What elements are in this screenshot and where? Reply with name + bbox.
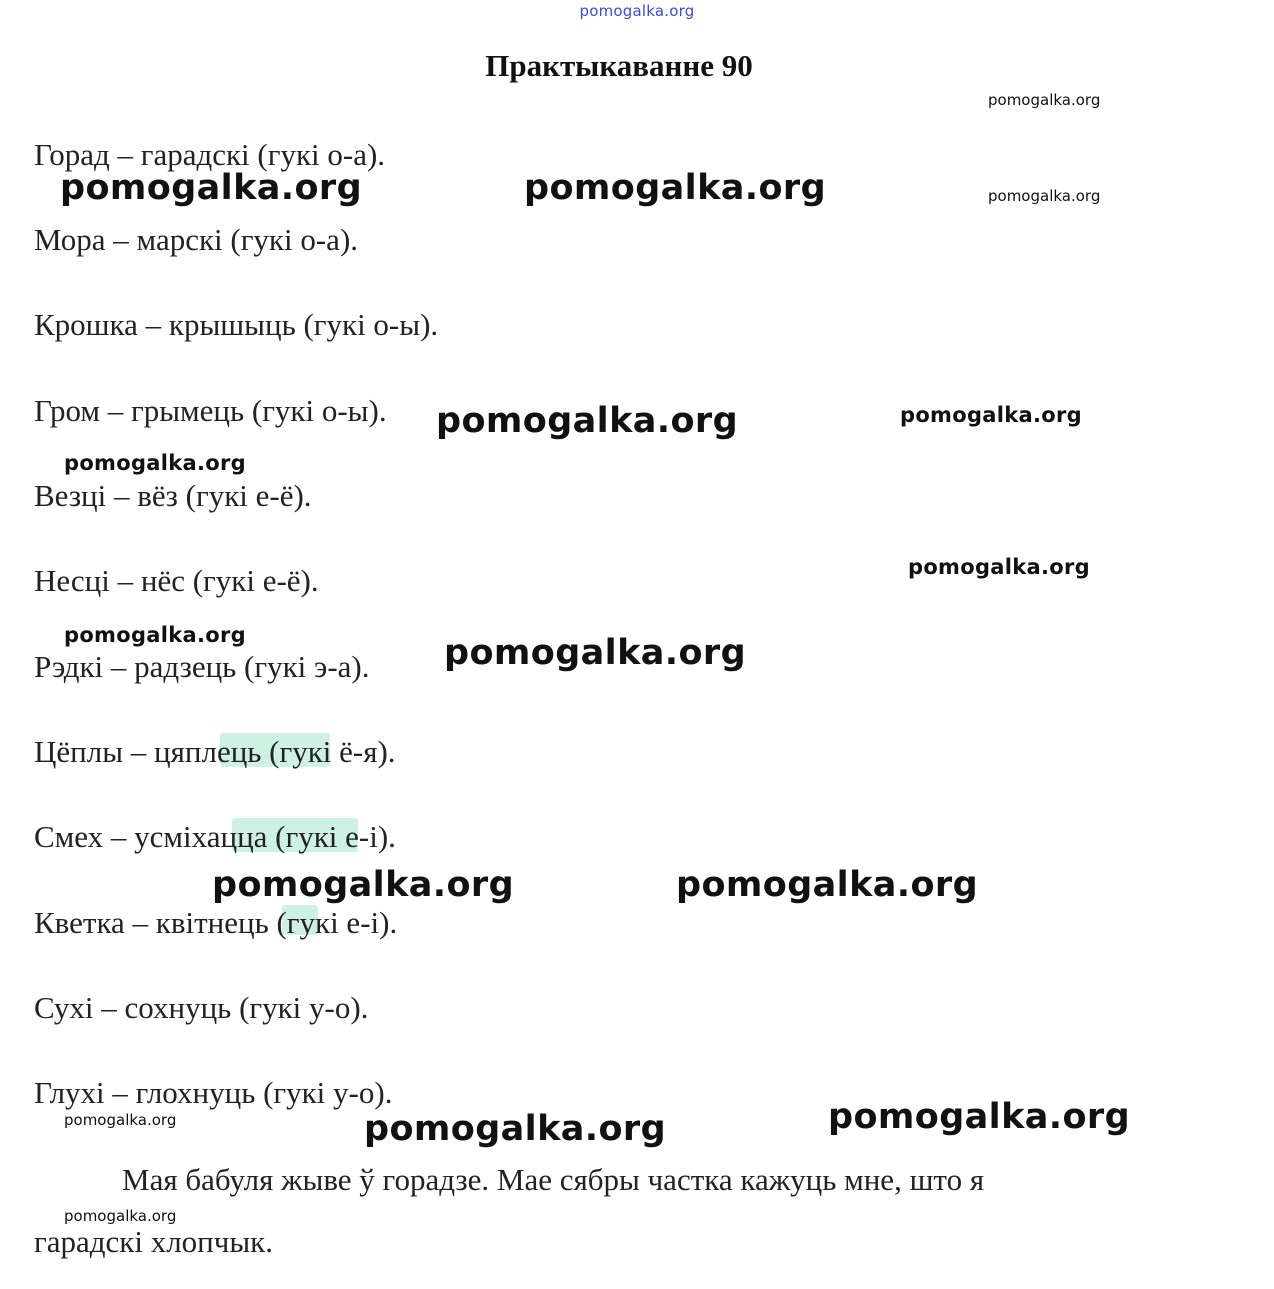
watermark: pomogalka.org: [676, 865, 979, 905]
watermark: pomogalka.org: [444, 633, 747, 673]
watermark: pomogalka.org: [988, 187, 1101, 205]
watermark: pomogalka.org: [908, 555, 1090, 579]
exercise-line: Смех – усміхацца (гукі е-і).: [34, 819, 396, 854]
watermark: pomogalka.org: [212, 865, 515, 905]
watermark: pomogalka.org: [64, 451, 246, 475]
watermark: pomogalka.org: [64, 1111, 177, 1129]
exercise-line: Мора – марскі (гукі о-а).: [34, 222, 359, 257]
exercise-line: Сухі – сохнуць (гукі у-о).: [34, 990, 369, 1025]
exercise-line: Везці – вёз (гукі е-ё).: [34, 478, 312, 513]
exercise-line: Рэдкі – радзець (гукі э-а).: [34, 649, 370, 684]
exercise-line: Кветка – квітнець (гукі е-і).: [34, 905, 398, 940]
watermark: pomogalka.org: [64, 623, 246, 647]
watermark: pomogalka.org: [524, 168, 827, 208]
watermark: pomogalka.org: [64, 1207, 177, 1225]
watermark: pomogalka.org: [436, 401, 739, 441]
watermark: pomogalka.org: [900, 403, 1082, 427]
exercise-line: Горад – гарадскі (гукі о-а).: [34, 137, 386, 172]
site-watermark-top: pomogalka.org: [579, 2, 695, 20]
paragraph-line-2: гарадскі хлопчык.: [34, 1224, 273, 1259]
exercise-line: Крошка – крышыць (гукі о-ы).: [34, 307, 439, 342]
paragraph-line-1: Мая бабуля жыве ў горадзе. Мае сябры частка кажуць мне, што я: [122, 1162, 985, 1197]
watermark: pomogalka.org: [60, 168, 363, 208]
page-title: Практыкаванне 90: [485, 48, 753, 83]
exercise-line: Гром – грымець (гукі о-ы).: [34, 393, 387, 428]
watermark: pomogalka.org: [988, 91, 1101, 109]
exercise-line: Глухі – глохнуць (гукі у-о).: [34, 1075, 393, 1110]
watermark: pomogalka.org: [364, 1109, 667, 1149]
exercise-line: Цёплы – цяплець (гукі ё-я).: [34, 734, 396, 769]
exercise-line: Несці – нёс (гукі е-ё).: [34, 563, 319, 598]
watermark: pomogalka.org: [828, 1097, 1131, 1137]
